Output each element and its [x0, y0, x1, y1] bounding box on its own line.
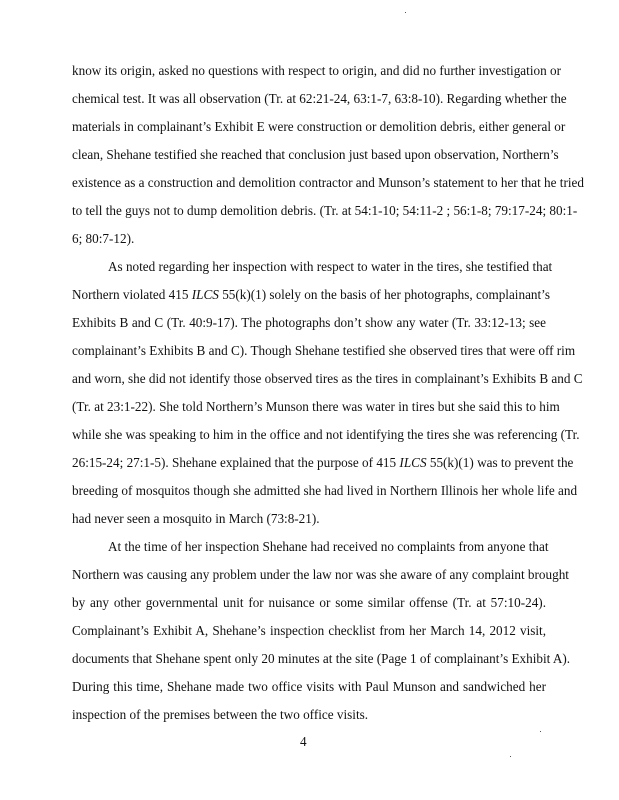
text-segment: 26:15-24; 27:1-5). Shehane explained that the purpose of 415 — [72, 455, 400, 470]
text-segment: Northern violated 415 — [72, 287, 192, 302]
text-line: clean, Shehane testified she reached that conclusion just based upon observation, Northern’s — [72, 147, 559, 162]
citation-italic: ILCS — [399, 455, 427, 470]
text-line: Exhibits B and C (Tr. 40:9-17). The photographs don’t show any water (Tr. 33:12-13; see — [72, 315, 546, 330]
text-line: and worn, she did not identify those observed tires as the tires in complainant’s Exhibits B and C — [72, 371, 583, 386]
text-line: by any other governmental unit for nuisance or some similar offense (Tr. at 57:10-24). — [72, 595, 546, 610]
text-line: 6; 80:7-12). — [72, 231, 135, 246]
text-line: inspection of the premises between the two office visits. — [72, 707, 369, 722]
text-line: existence as a construction and demolition contractor and Munson’s statement to her that he tried — [72, 175, 584, 190]
text-line: As noted regarding her inspection with respect to water in the tires, she testified that — [108, 259, 553, 274]
citation-italic: ILCS — [191, 287, 219, 302]
text-line — [72, 287, 550, 303]
text-line: had never seen a mosquito in March (73:8-21). — [72, 511, 320, 526]
text-line: while she was speaking to him in the office and not identifying the tires she was referencing (Tr. — [72, 427, 580, 442]
text-segment: 55(k)(1) was to prevent the — [426, 455, 574, 470]
text-line: complainant’s Exhibits B and C). Though Shehane testified she observed tires that were off rim — [72, 343, 576, 358]
text-line: At the time of her inspection Shehane had received no complaints from anyone that — [108, 539, 549, 554]
page-number: 4 — [300, 734, 307, 749]
text-line: During this time, Shehane made two office visits with Paul Munson and sandwiched her — [72, 679, 546, 694]
text-line: documents that Shehane spent only 20 minutes at the site (Page 1 of complainant’s Exhibit A). — [72, 651, 571, 666]
scan-speck — [540, 731, 541, 732]
text-line: Northern was causing any problem under the law nor was she aware of any complaint brought — [72, 567, 569, 582]
scan-speck — [510, 756, 511, 757]
text-line — [72, 455, 574, 471]
text-line: (Tr. at 23:1-22). She told Northern’s Munson there was water in tires but she said this to him — [72, 399, 560, 414]
text-segment: 55(k)(1) solely on the basis of her photographs, complainant’s — [218, 287, 550, 302]
text-line: materials in complainant’s Exhibit E were construction or demolition debris, either general or — [72, 119, 566, 134]
text-line: know its origin, asked no questions with respect to origin, and did no further investigation or — [72, 63, 561, 78]
scan-speck — [405, 12, 406, 13]
text-line: to tell the guys not to dump demolition debris. (Tr. at 54:1-10; 54:11-2 ; 56:1-8; 79:17-24; 80:1- — [72, 203, 578, 218]
text-line: breeding of mosquitos though she admitted she had lived in Northern Illinois her whole life and — [72, 483, 578, 498]
text-line: Complainant’s Exhibit A, Shehane’s inspection checklist from her March 14, 2012 visit, — [72, 623, 546, 638]
text-line: chemical test. It was all observation (Tr. at 62:21-24, 63:1-7, 63:8-10). Regarding whether the — [72, 91, 567, 106]
